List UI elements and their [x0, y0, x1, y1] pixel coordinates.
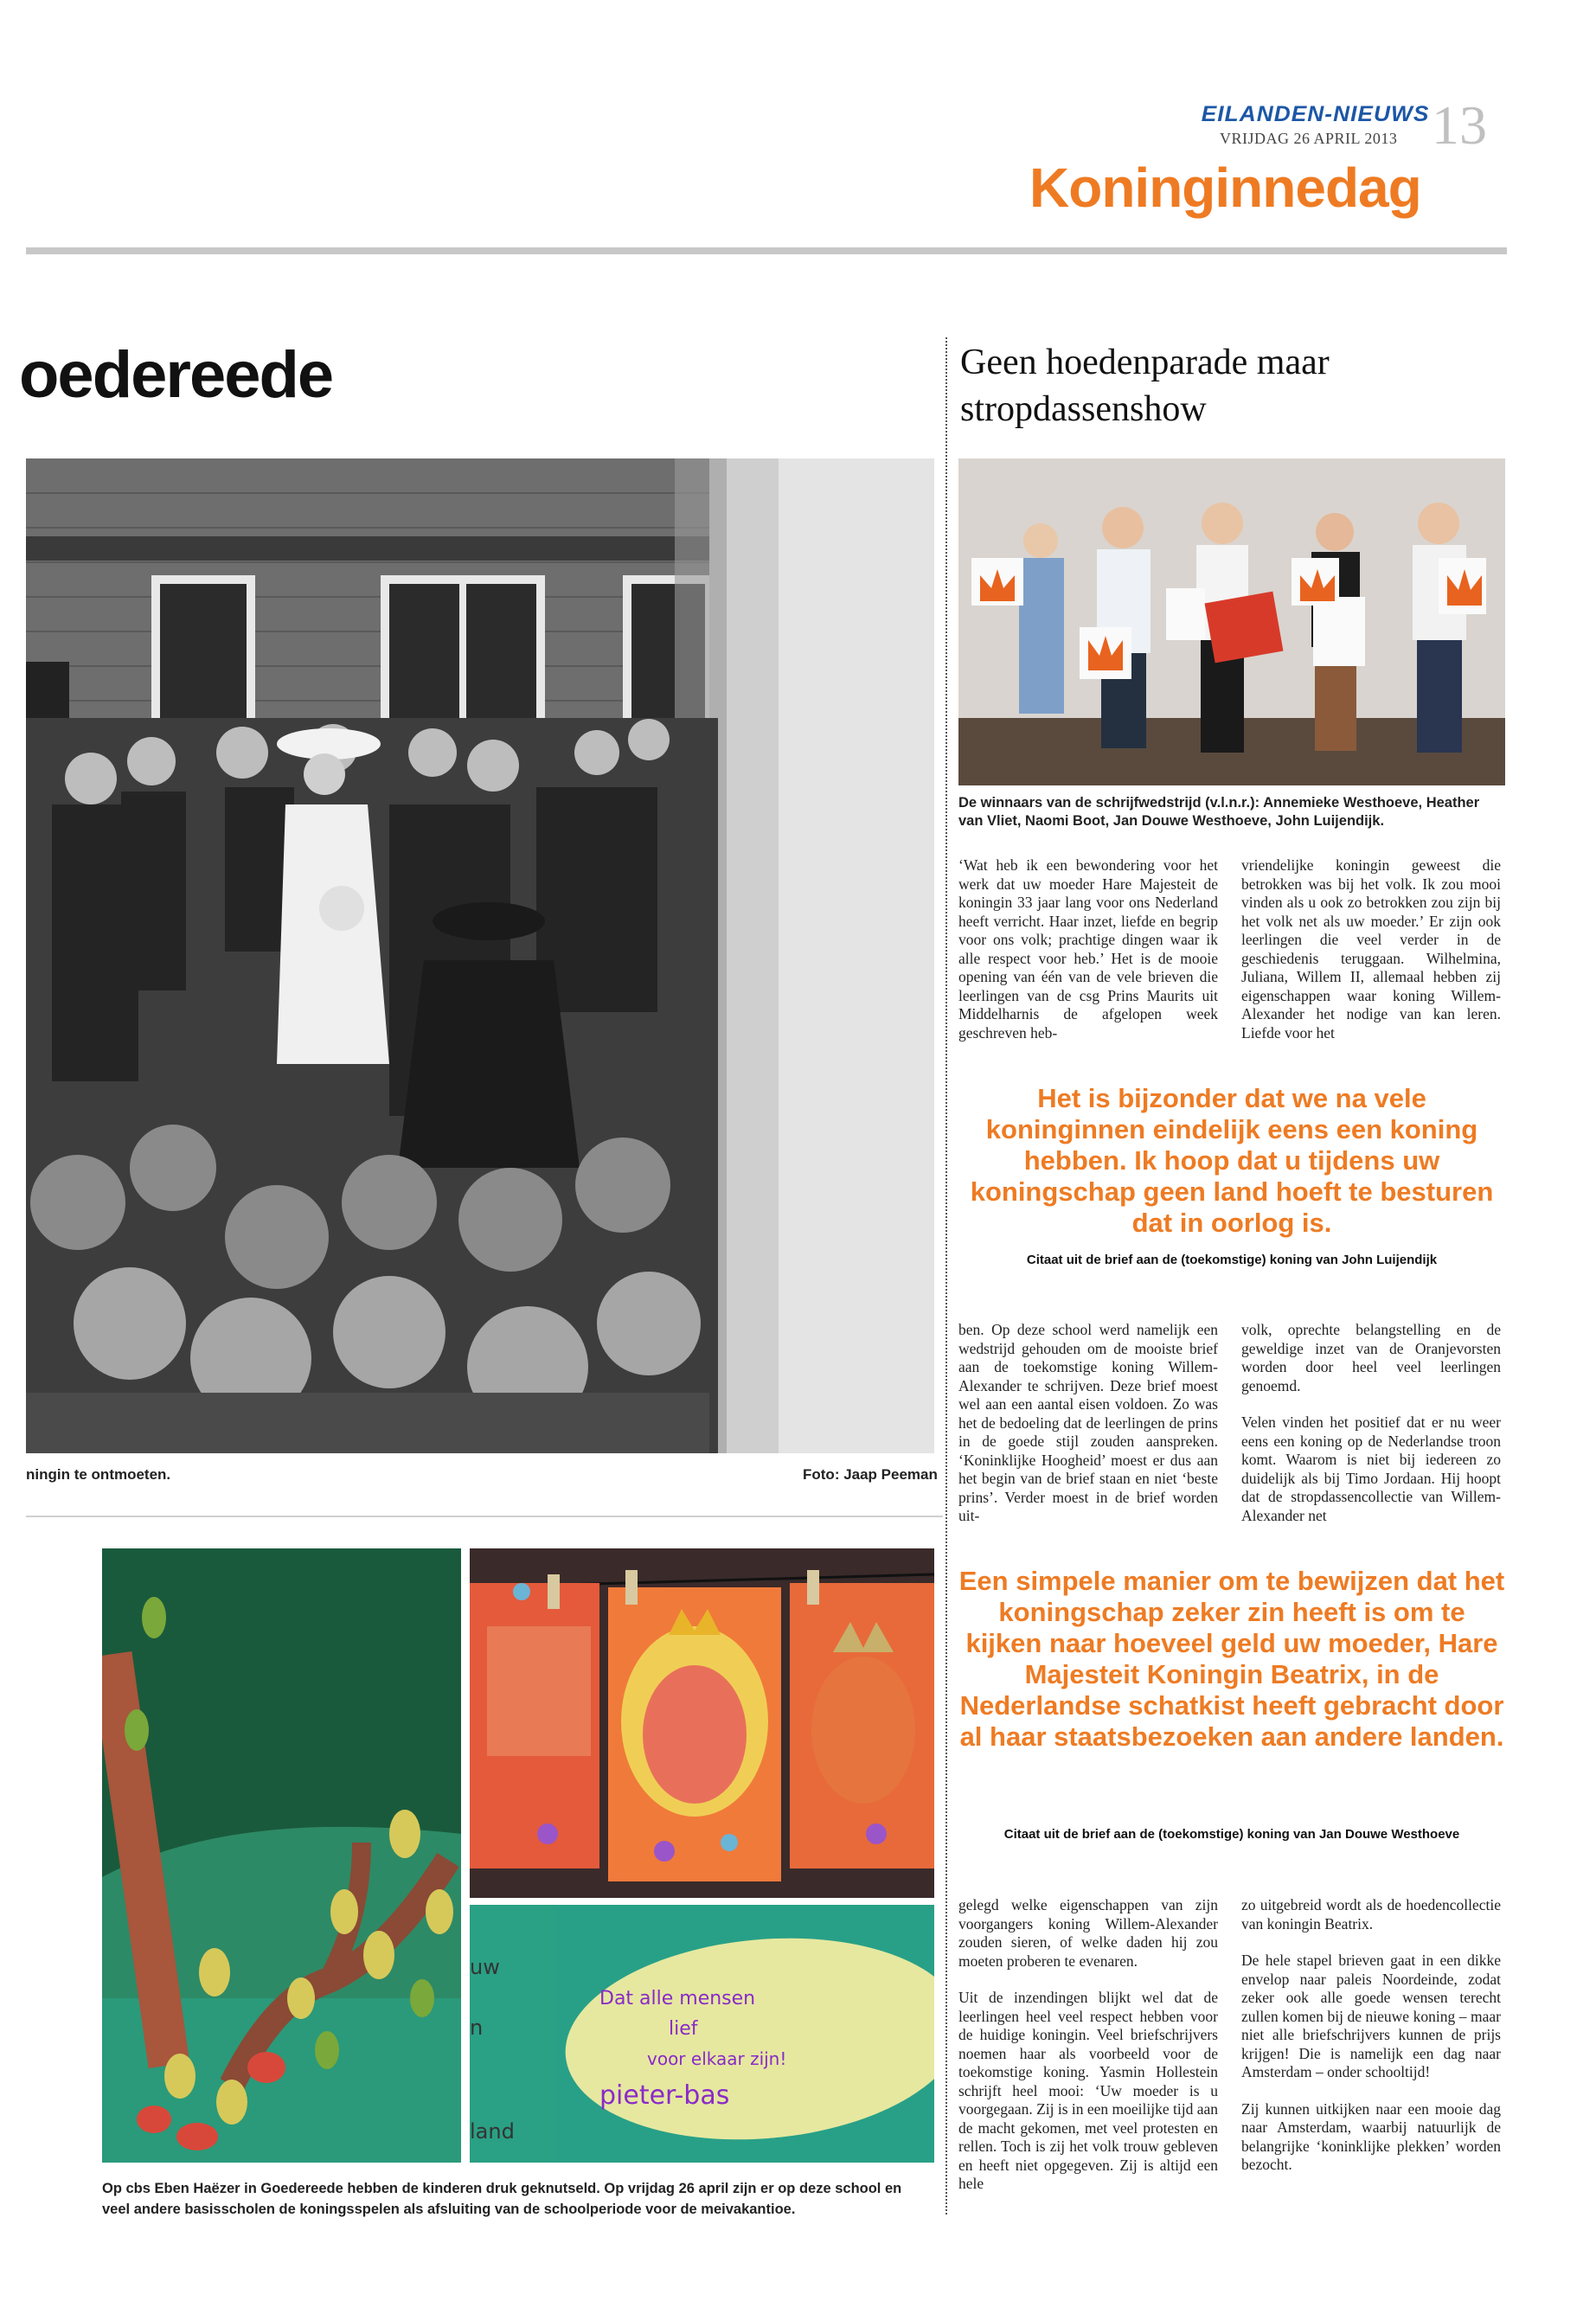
body-col-2b: [1241, 1321, 1501, 1525]
body-col-2a: [958, 1321, 1218, 1526]
leaf-text-2: lief: [669, 2018, 698, 2040]
paragraph: Uit de inzendingen blijkt wel dat de leerlingen heel veel respect hebben voor de huidige koningin. Veel briefschrijvers noemen haar als voorbeeld voor de toekomstige koning. Yasmin Hollestein schrijft heel mooi: ‘Uw moeder is u voorgegaan. Zij is in een moeilijke tijd aan de macht gekomen, met veel protesten en rellen. Toch is zij het volk trouw gebleven en heeft niet opgegeven. Zij is altijd een hele: [958, 1989, 1219, 2192]
paragraph: ‘Wat heb ik een bewondering voor het werk dat uw moeder Hare Majesteit de koningin 33 jaar lang voor ons Nederland heeft verricht. Haar inzet, liefde en begrip voor ons volk; prachtige dingen waar ik alle respect voor heb.’ Het is de mooie opening van één van de vele brieven die leerlingen van de csg Prins Maurits uit Middelharnis de afgelopen week geschreven heb-: [958, 856, 1218, 1042]
leaf-text-4: pieter-bas: [599, 2080, 730, 2111]
page-number: 13: [1432, 94, 1487, 156]
poster-text-2: n: [470, 2016, 484, 2040]
leaf-text-3: voor elkaar zijn!: [647, 2048, 787, 2069]
photo-caption-left: ningin te ontmoeten.: [26, 1466, 171, 1483]
body-col-1b: [1241, 856, 1501, 1042]
pull-quote-2: Een simpele manier om te bewijzen dat het koningschap zeker zin heeft is om te kijken naar hoeveel geld uw moeder, Hare Majesteit Koningin Beatrix, in de Nederlandse schatkist heeft gebracht door al haar staatsbezoeken aan andere landen.: [958, 1566, 1505, 1752]
photo-credit: Foto: Jaap Peeman: [803, 1466, 938, 1483]
newspaper-logo: EILANDEN-NIEUWS: [1201, 102, 1430, 126]
header-rule: [26, 247, 1507, 254]
paragraph: zo uitgebreid wordt als de hoedencollectie van koningin Beatrix.: [1241, 1896, 1501, 1932]
section-divider: [26, 1516, 943, 1517]
classroom-tree-photo: [102, 1548, 461, 2163]
issue-date: VRIJDAG 26 APRIL 2013: [1220, 130, 1398, 147]
king-portraits-photo: [470, 1548, 934, 1898]
poster-text-3: land: [470, 2119, 515, 2144]
body-col-3a: [958, 1896, 1218, 2194]
pull-quote-1: Het is bijzonder dat we na vele koninginnen eindelijk eens een koning hebben. Ik hoop dat u tijdens uw koningschap geen land hoeft te besturen dat in oorlog is.: [970, 1083, 1494, 1238]
paragraph: vriendelijke koningin geweest die betrokken was bij het volk. Ik zou mooi vinden als u ook zo betrokken zou zijn bij het volk net als uw moeder.’ Er zijn ook leerlingen die veel verder in de geschiedenis teruggaan. Wilhelmina, Juliana, Willem II, allemaal hebben zij eigenschappen waar koning Willem-Alexander het nodige van kan leren. Liefde voor het: [1241, 856, 1501, 1042]
winners-caption: De winnaars van de schrijfwedstrijd (v.l.n.r.): Annemieke Westhoeve, Heather van Vliet, Naomi Boot, Jan Douwe Westhoeve, John Luijendijk.: [958, 795, 1480, 829]
body-col-3b: [1241, 1896, 1501, 2175]
body-col-1a: [958, 856, 1218, 1042]
paragraph: gelegd welke eigenschappen van zijn voorgangers koning Willem-Alexander zouden sieren, of welke daden hij zou moeten proberen te evenaren.: [958, 1896, 1218, 1970]
pull-quote-1-source: Citaat uit de brief aan de (toekomstige) koning van John Luijendijk: [1026, 1253, 1438, 1267]
paragraph: De hele stapel brieven gaat in een dikke envelop naar paleis Noordeinde, zodat zeker ook alle goede wensen terecht zullen komen bij de nieuwe koning – maar niet alle briefschrijvers kunnen de prijs krijgen! Die is namelijk een dag naar Amsterdam – onder schooltijd!: [1241, 1952, 1501, 2080]
right-headline: Geen hoedenparade maar stropdassenshow: [960, 343, 1330, 429]
winners-photo: [958, 458, 1505, 785]
column-divider: [945, 337, 947, 2214]
queen-visit-photo: [26, 458, 934, 1453]
bottom-photo-caption: Op cbs Eben Haëzer in Goedereede hebben de kinderen druk geknutseld. Op vrijdag 26 april zijn er op deze school en veel andere basisscholen de koningsspelen als afsluiting van de schoolperiode voor de meivakantioe.: [102, 2181, 902, 2217]
poster-text-1: uw: [470, 1955, 500, 1979]
pull-quote-2-source: Citaat uit de brief aan de (toekomstige) koning van Jan Douwe Westhoeve: [1003, 1827, 1460, 1842]
leaf-text-1: Dat alle mensen: [599, 1988, 756, 2009]
paragraph: ben. Op deze school werd namelijk een wedstrijd gehouden om de mooiste brief aan de toekomstige koning Willem-Alexander te schrijven. Deze brief moest wel aan een aantal eisen voldoen. Zo was het de bedoeling dat de leerlingen de prins in de goede stijl zouden aanspreken. ‘Koninklijke Hoogheid’ moest er dus aan het begin van de brief staan en niet ‘beste prins’. Verder moest in de brief worden uit-: [958, 1321, 1218, 1524]
paragraph: Zij kunnen uitkijken naar een mooie dag naar Amsterdam, waarbij natuurlijk de belangrijke ‘koninklijke plekken’ worden bezocht.: [1241, 2099, 1501, 2173]
section-title: Koninginnedag: [1029, 157, 1421, 219]
wish-leaf-photo: [470, 1905, 934, 2163]
paragraph: volk, oprechte belangstelling en de geweldige inzet van de Oranjevorsten worden door heel veel leerlingen genoemd.: [1241, 1321, 1501, 1394]
left-headline: oedereede: [19, 338, 333, 412]
paragraph: Velen vinden het positief dat er nu weer eens een koning op de Nederlandse troon komt. Waarom is niet bij iedereen zo duidelijk als bij Timo Jordaan. Hij hoopt dat de stropdassencollectie van Willem-Alexander net: [1241, 1413, 1501, 1524]
